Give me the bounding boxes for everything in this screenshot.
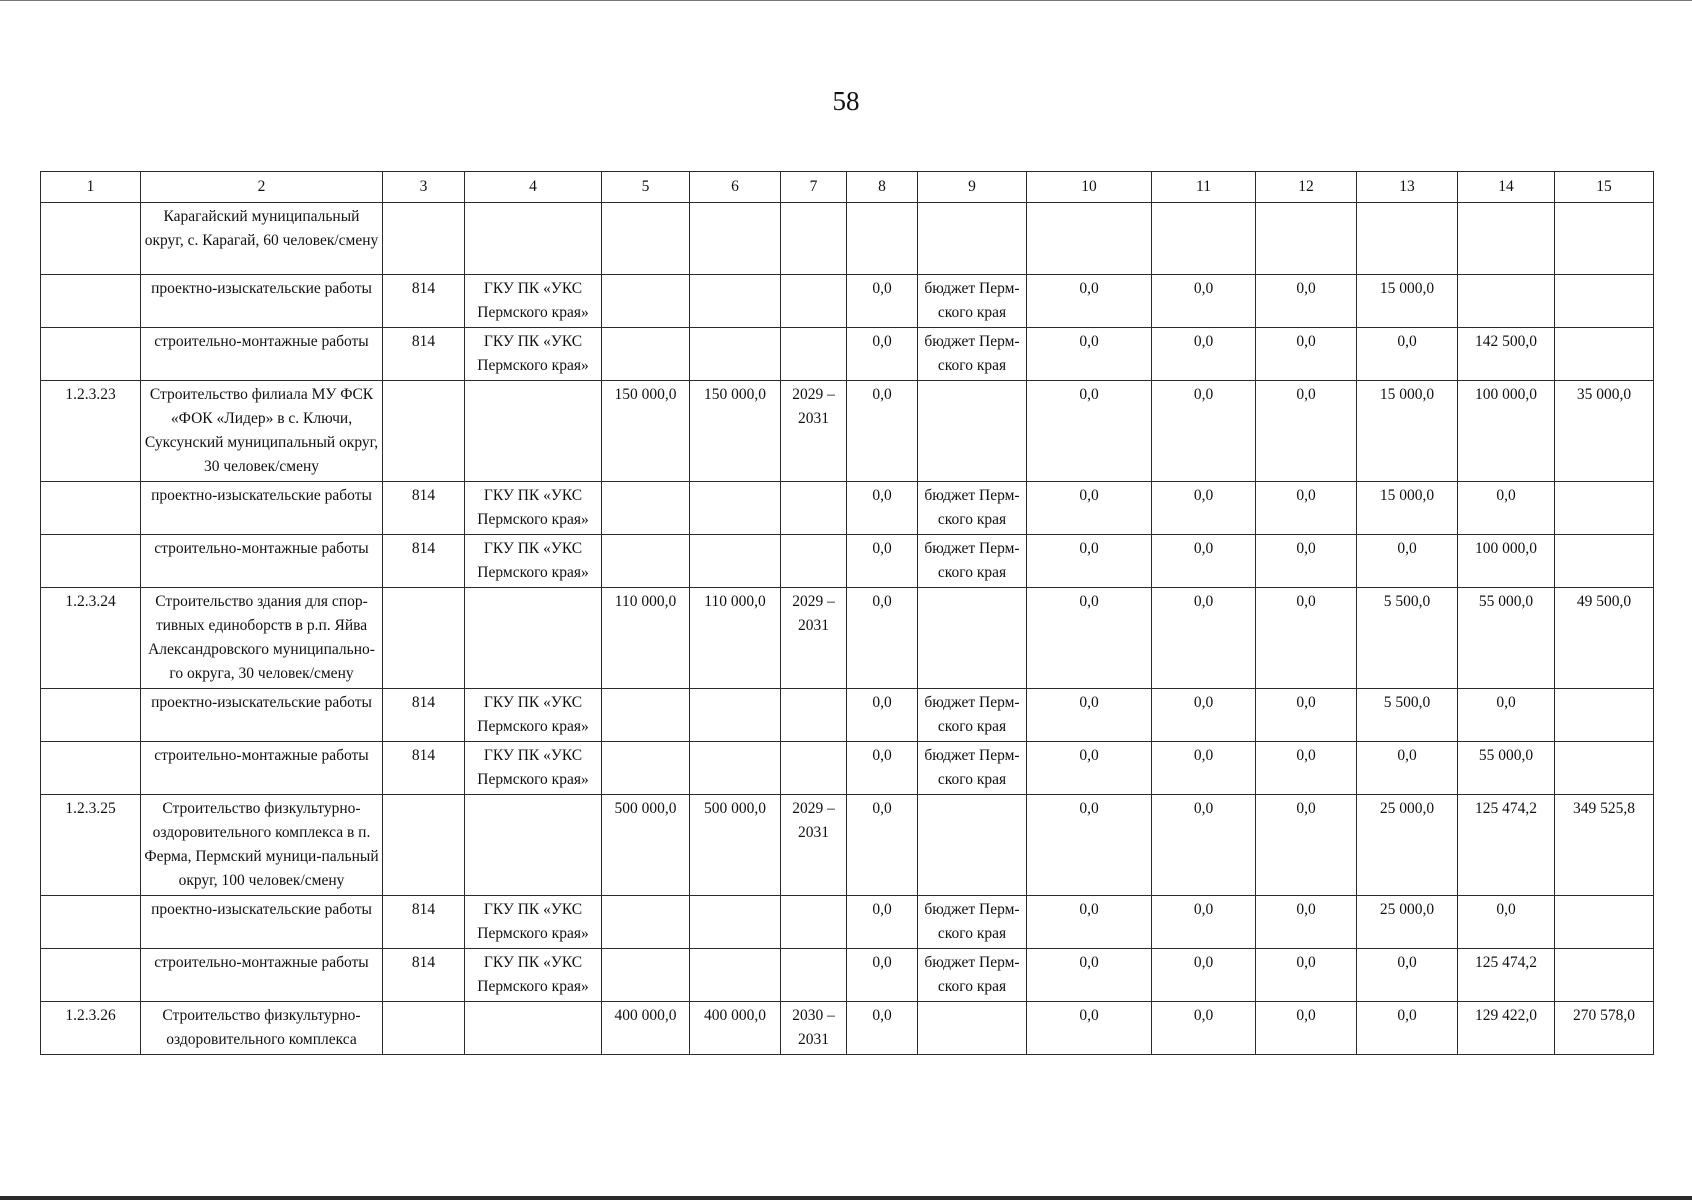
table-cell	[1555, 896, 1654, 949]
table-cell: 814	[383, 896, 465, 949]
table-cell: 0,0	[1027, 328, 1152, 381]
table-cell	[1458, 275, 1555, 328]
column-number-cell: 14	[1458, 172, 1555, 203]
table-cell: 0,0	[1458, 689, 1555, 742]
table-cell	[1555, 328, 1654, 381]
table-cell	[1555, 275, 1654, 328]
table-cell: строительно-монтажные работы	[141, 742, 383, 795]
table-cell: 25 000,0	[1357, 795, 1458, 896]
table-cell: 0,0	[1152, 1002, 1256, 1055]
table-row	[41, 795, 1654, 896]
table-cell	[465, 795, 602, 896]
column-number-cell: 11	[1152, 172, 1256, 203]
table-cell: бюджет Перм-ского края	[918, 275, 1027, 328]
table-cell: 49 500,0	[1555, 588, 1654, 689]
table-cell	[465, 1002, 602, 1055]
table-cell: 55 000,0	[1458, 742, 1555, 795]
table-cell	[41, 203, 141, 275]
table-cell	[1555, 203, 1654, 275]
table-cell	[465, 381, 602, 482]
table-row	[41, 689, 1654, 742]
table-cell	[383, 1002, 465, 1055]
table-cell: 0,0	[1256, 381, 1357, 482]
table-cell	[1555, 949, 1654, 1002]
table-cell: 0,0	[1027, 742, 1152, 795]
table-cell: 100 000,0	[1458, 535, 1555, 588]
column-number-cell: 4	[465, 172, 602, 203]
table-cell: 2029 – 2031	[781, 588, 847, 689]
table-cell: 814	[383, 275, 465, 328]
table-cell	[41, 535, 141, 588]
table-cell: 0,0	[1152, 482, 1256, 535]
table-cell: 0,0	[1027, 275, 1152, 328]
table-cell	[690, 689, 781, 742]
table-cell: ГКУ ПК «УКС Пермского края»	[465, 482, 602, 535]
table-cell: 0,0	[1027, 949, 1152, 1002]
table-cell: ГКУ ПК «УКС Пермского края»	[465, 535, 602, 588]
table-cell	[41, 328, 141, 381]
table-row	[41, 896, 1654, 949]
table-cell: бюджет Перм-ского края	[918, 482, 1027, 535]
table-cell	[918, 203, 1027, 275]
table-cell	[781, 689, 847, 742]
table-body	[41, 172, 1654, 1055]
table-cell: 0,0	[1152, 689, 1256, 742]
column-number-cell: 1	[41, 172, 141, 203]
table-cell: 0,0	[1027, 795, 1152, 896]
table-cell	[383, 588, 465, 689]
table-cell: Строительство филиала МУ ФСК «ФОК «Лидер» в с. Ключи, Суксунский муниципальный округ, 30 человек/смену	[141, 381, 383, 482]
column-number-cell: 5	[602, 172, 690, 203]
table-cell: 814	[383, 535, 465, 588]
table-cell: 0,0	[847, 896, 918, 949]
table-cell	[602, 328, 690, 381]
table-cell: проектно-изыскательские работы	[141, 689, 383, 742]
table-cell: строительно-монтажные работы	[141, 949, 383, 1002]
table-cell: 110 000,0	[602, 588, 690, 689]
table-cell	[41, 482, 141, 535]
column-number-cell: 2	[141, 172, 383, 203]
column-number-cell: 3	[383, 172, 465, 203]
table-cell: ГКУ ПК «УКС Пермского края»	[465, 328, 602, 381]
table-cell	[1555, 742, 1654, 795]
table-cell	[690, 535, 781, 588]
table-cell	[465, 588, 602, 689]
table-row	[41, 203, 1654, 275]
table-cell: 0,0	[1256, 1002, 1357, 1055]
table-cell: 150 000,0	[602, 381, 690, 482]
table-cell	[781, 328, 847, 381]
table-cell: 0,0	[1152, 795, 1256, 896]
table-row	[41, 949, 1654, 1002]
table-cell	[1256, 203, 1357, 275]
table-cell	[781, 275, 847, 328]
table-cell: 0,0	[1152, 535, 1256, 588]
table-cell	[602, 482, 690, 535]
table-cell: бюджет Перм-ского края	[918, 535, 1027, 588]
table-cell: 5 500,0	[1357, 689, 1458, 742]
scan-edge-bottom	[0, 1196, 1692, 1200]
table-cell	[918, 381, 1027, 482]
table-row	[41, 275, 1654, 328]
table-cell: 15 000,0	[1357, 275, 1458, 328]
table-cell: 2030 – 2031	[781, 1002, 847, 1055]
table-cell: 0,0	[1256, 949, 1357, 1002]
table-cell	[690, 482, 781, 535]
table-cell	[383, 381, 465, 482]
table-cell	[690, 328, 781, 381]
table-cell	[602, 896, 690, 949]
table-row	[41, 742, 1654, 795]
table-cell: бюджет Перм-ского края	[918, 742, 1027, 795]
table-cell	[781, 896, 847, 949]
table-cell: 5 500,0	[1357, 588, 1458, 689]
table-cell: 0,0	[1256, 275, 1357, 328]
table-cell	[690, 742, 781, 795]
table-cell	[41, 742, 141, 795]
table-cell: 0,0	[1152, 588, 1256, 689]
column-number-row	[41, 172, 1654, 203]
table-cell: 400 000,0	[690, 1002, 781, 1055]
table-cell	[1458, 203, 1555, 275]
table-cell: 0,0	[1027, 381, 1152, 482]
table-cell	[41, 949, 141, 1002]
table-cell	[690, 275, 781, 328]
table-cell: строительно-монтажные работы	[141, 328, 383, 381]
table-cell: строительно-монтажные работы	[141, 535, 383, 588]
table-cell	[781, 535, 847, 588]
table-cell: 349 525,8	[1555, 795, 1654, 896]
table-cell: 0,0	[1027, 689, 1152, 742]
table-cell: 0,0	[1027, 896, 1152, 949]
table-cell: 0,0	[1256, 896, 1357, 949]
table-cell	[41, 275, 141, 328]
table-cell	[602, 275, 690, 328]
table-cell: Карагайский муниципальный округ, с. Карагай, 60 человек/смену	[141, 203, 383, 275]
table-cell	[1357, 203, 1458, 275]
table-cell: 0,0	[847, 949, 918, 1002]
table-cell: Строительство здания для спор-тивных единоборств в р.п. Яйва Александровского муниципально-го округа, 30 человек/смену	[141, 588, 383, 689]
table-row	[41, 328, 1654, 381]
table-cell: 0,0	[1152, 381, 1256, 482]
column-number-cell: 10	[1027, 172, 1152, 203]
table-cell: 1.2.3.26	[41, 1002, 141, 1055]
table-cell: 0,0	[1027, 482, 1152, 535]
table-row	[41, 535, 1654, 588]
table-cell: ГКУ ПК «УКС Пермского края»	[465, 689, 602, 742]
table-cell: 0,0	[1152, 896, 1256, 949]
column-number-cell: 9	[918, 172, 1027, 203]
table-cell: 0,0	[847, 588, 918, 689]
table-cell: 0,0	[1458, 896, 1555, 949]
table-cell	[602, 689, 690, 742]
table-cell: 814	[383, 482, 465, 535]
table-cell: проектно-изыскательские работы	[141, 482, 383, 535]
table-cell: 0,0	[1152, 275, 1256, 328]
table-cell: 129 422,0	[1458, 1002, 1555, 1055]
table-cell: 0,0	[1458, 482, 1555, 535]
table-cell: 814	[383, 328, 465, 381]
table-cell: 125 474,2	[1458, 795, 1555, 896]
table-cell: Строительство физкультурно-оздоровительного комплекса	[141, 1002, 383, 1055]
column-number-cell: 6	[690, 172, 781, 203]
table-cell	[918, 588, 1027, 689]
table-cell: ГКУ ПК «УКС Пермского края»	[465, 742, 602, 795]
table-cell: Строительство физкультурно-оздоровительного комплекса в п. Ферма, Пермский муници-пальный округ, 100 человек/смену	[141, 795, 383, 896]
table-cell	[918, 795, 1027, 896]
table-cell: 0,0	[847, 535, 918, 588]
table-cell	[781, 949, 847, 1002]
table-cell	[781, 482, 847, 535]
table-cell: 0,0	[1027, 1002, 1152, 1055]
table-cell	[847, 203, 918, 275]
table-cell: 150 000,0	[690, 381, 781, 482]
table-cell: ГКУ ПК «УКС Пермского края»	[465, 949, 602, 1002]
table-cell: 125 474,2	[1458, 949, 1555, 1002]
table-cell: 814	[383, 949, 465, 1002]
column-number-cell: 15	[1555, 172, 1654, 203]
column-number-cell: 12	[1256, 172, 1357, 203]
table-cell: ГКУ ПК «УКС Пермского края»	[465, 896, 602, 949]
column-number-cell: 7	[781, 172, 847, 203]
table-row	[41, 588, 1654, 689]
table-cell: 0,0	[847, 381, 918, 482]
table-cell: 0,0	[1256, 535, 1357, 588]
table-cell: 142 500,0	[1458, 328, 1555, 381]
table-cell: 2029 – 2031	[781, 381, 847, 482]
table-cell	[690, 896, 781, 949]
table-cell	[602, 742, 690, 795]
table-cell	[41, 896, 141, 949]
table-cell	[602, 535, 690, 588]
table-cell: 1.2.3.24	[41, 588, 141, 689]
table-cell	[918, 1002, 1027, 1055]
table-cell: 0,0	[1152, 742, 1256, 795]
table-cell: бюджет Перм-ского края	[918, 949, 1027, 1002]
table-cell: 0,0	[1256, 689, 1357, 742]
table-cell	[1555, 689, 1654, 742]
column-number-cell: 8	[847, 172, 918, 203]
table-cell	[1152, 203, 1256, 275]
table-cell: 814	[383, 689, 465, 742]
table-cell	[41, 689, 141, 742]
table-cell: 1.2.3.25	[41, 795, 141, 896]
table-cell: бюджет Перм-ского края	[918, 689, 1027, 742]
table-cell: 0,0	[1256, 742, 1357, 795]
table-cell: 55 000,0	[1458, 588, 1555, 689]
table-cell: 0,0	[1256, 328, 1357, 381]
table-cell: 25 000,0	[1357, 896, 1458, 949]
table-cell: 2029 – 2031	[781, 795, 847, 896]
table-cell	[1027, 203, 1152, 275]
table-cell: 0,0	[1357, 535, 1458, 588]
table-cell: 0,0	[847, 328, 918, 381]
table-cell: проектно-изыскательские работы	[141, 275, 383, 328]
table-cell: проектно-изыскательские работы	[141, 896, 383, 949]
table-cell: 0,0	[1152, 949, 1256, 1002]
table-cell: ГКУ ПК «УКС Пермского края»	[465, 275, 602, 328]
table-cell	[1555, 482, 1654, 535]
table-cell: 0,0	[1357, 742, 1458, 795]
table-cell: 0,0	[1152, 328, 1256, 381]
table-cell: 1.2.3.23	[41, 381, 141, 482]
table-row	[41, 482, 1654, 535]
table-cell: 15 000,0	[1357, 381, 1458, 482]
table-cell: 0,0	[847, 275, 918, 328]
table-cell	[602, 203, 690, 275]
table-cell: бюджет Перм-ского края	[918, 328, 1027, 381]
table-cell	[690, 203, 781, 275]
table-cell	[690, 949, 781, 1002]
table-cell: 0,0	[1256, 795, 1357, 896]
column-number-cell: 13	[1357, 172, 1458, 203]
table-cell: 100 000,0	[1458, 381, 1555, 482]
table-cell: 0,0	[847, 795, 918, 896]
table-cell: 0,0	[847, 742, 918, 795]
table-cell	[602, 949, 690, 1002]
scan-edge-top	[0, 0, 1692, 1]
table-cell: 400 000,0	[602, 1002, 690, 1055]
table-cell: 814	[383, 742, 465, 795]
table-cell: 0,0	[1357, 949, 1458, 1002]
table-cell	[781, 203, 847, 275]
table-cell: 0,0	[1256, 588, 1357, 689]
table-cell: 270 578,0	[1555, 1002, 1654, 1055]
table-cell: 110 000,0	[690, 588, 781, 689]
table-cell	[465, 203, 602, 275]
table-cell	[781, 742, 847, 795]
table-cell: 35 000,0	[1555, 381, 1654, 482]
table-row	[41, 381, 1654, 482]
table-cell	[1555, 535, 1654, 588]
table-cell: 0,0	[847, 482, 918, 535]
table-cell: 0,0	[1027, 535, 1152, 588]
table-cell: 0,0	[1027, 588, 1152, 689]
table-cell: 0,0	[847, 1002, 918, 1055]
table-cell: 0,0	[847, 689, 918, 742]
table-cell: 0,0	[1357, 328, 1458, 381]
table-cell	[383, 795, 465, 896]
table-cell: 0,0	[1256, 482, 1357, 535]
table-cell: 15 000,0	[1357, 482, 1458, 535]
table-row	[41, 1002, 1654, 1055]
table-cell: 500 000,0	[690, 795, 781, 896]
page-number: 58	[832, 86, 860, 116]
table-cell	[383, 203, 465, 275]
table-cell: 500 000,0	[602, 795, 690, 896]
budget-table	[40, 171, 1654, 1055]
table-cell: 0,0	[1357, 1002, 1458, 1055]
table-cell: бюджет Перм-ского края	[918, 896, 1027, 949]
